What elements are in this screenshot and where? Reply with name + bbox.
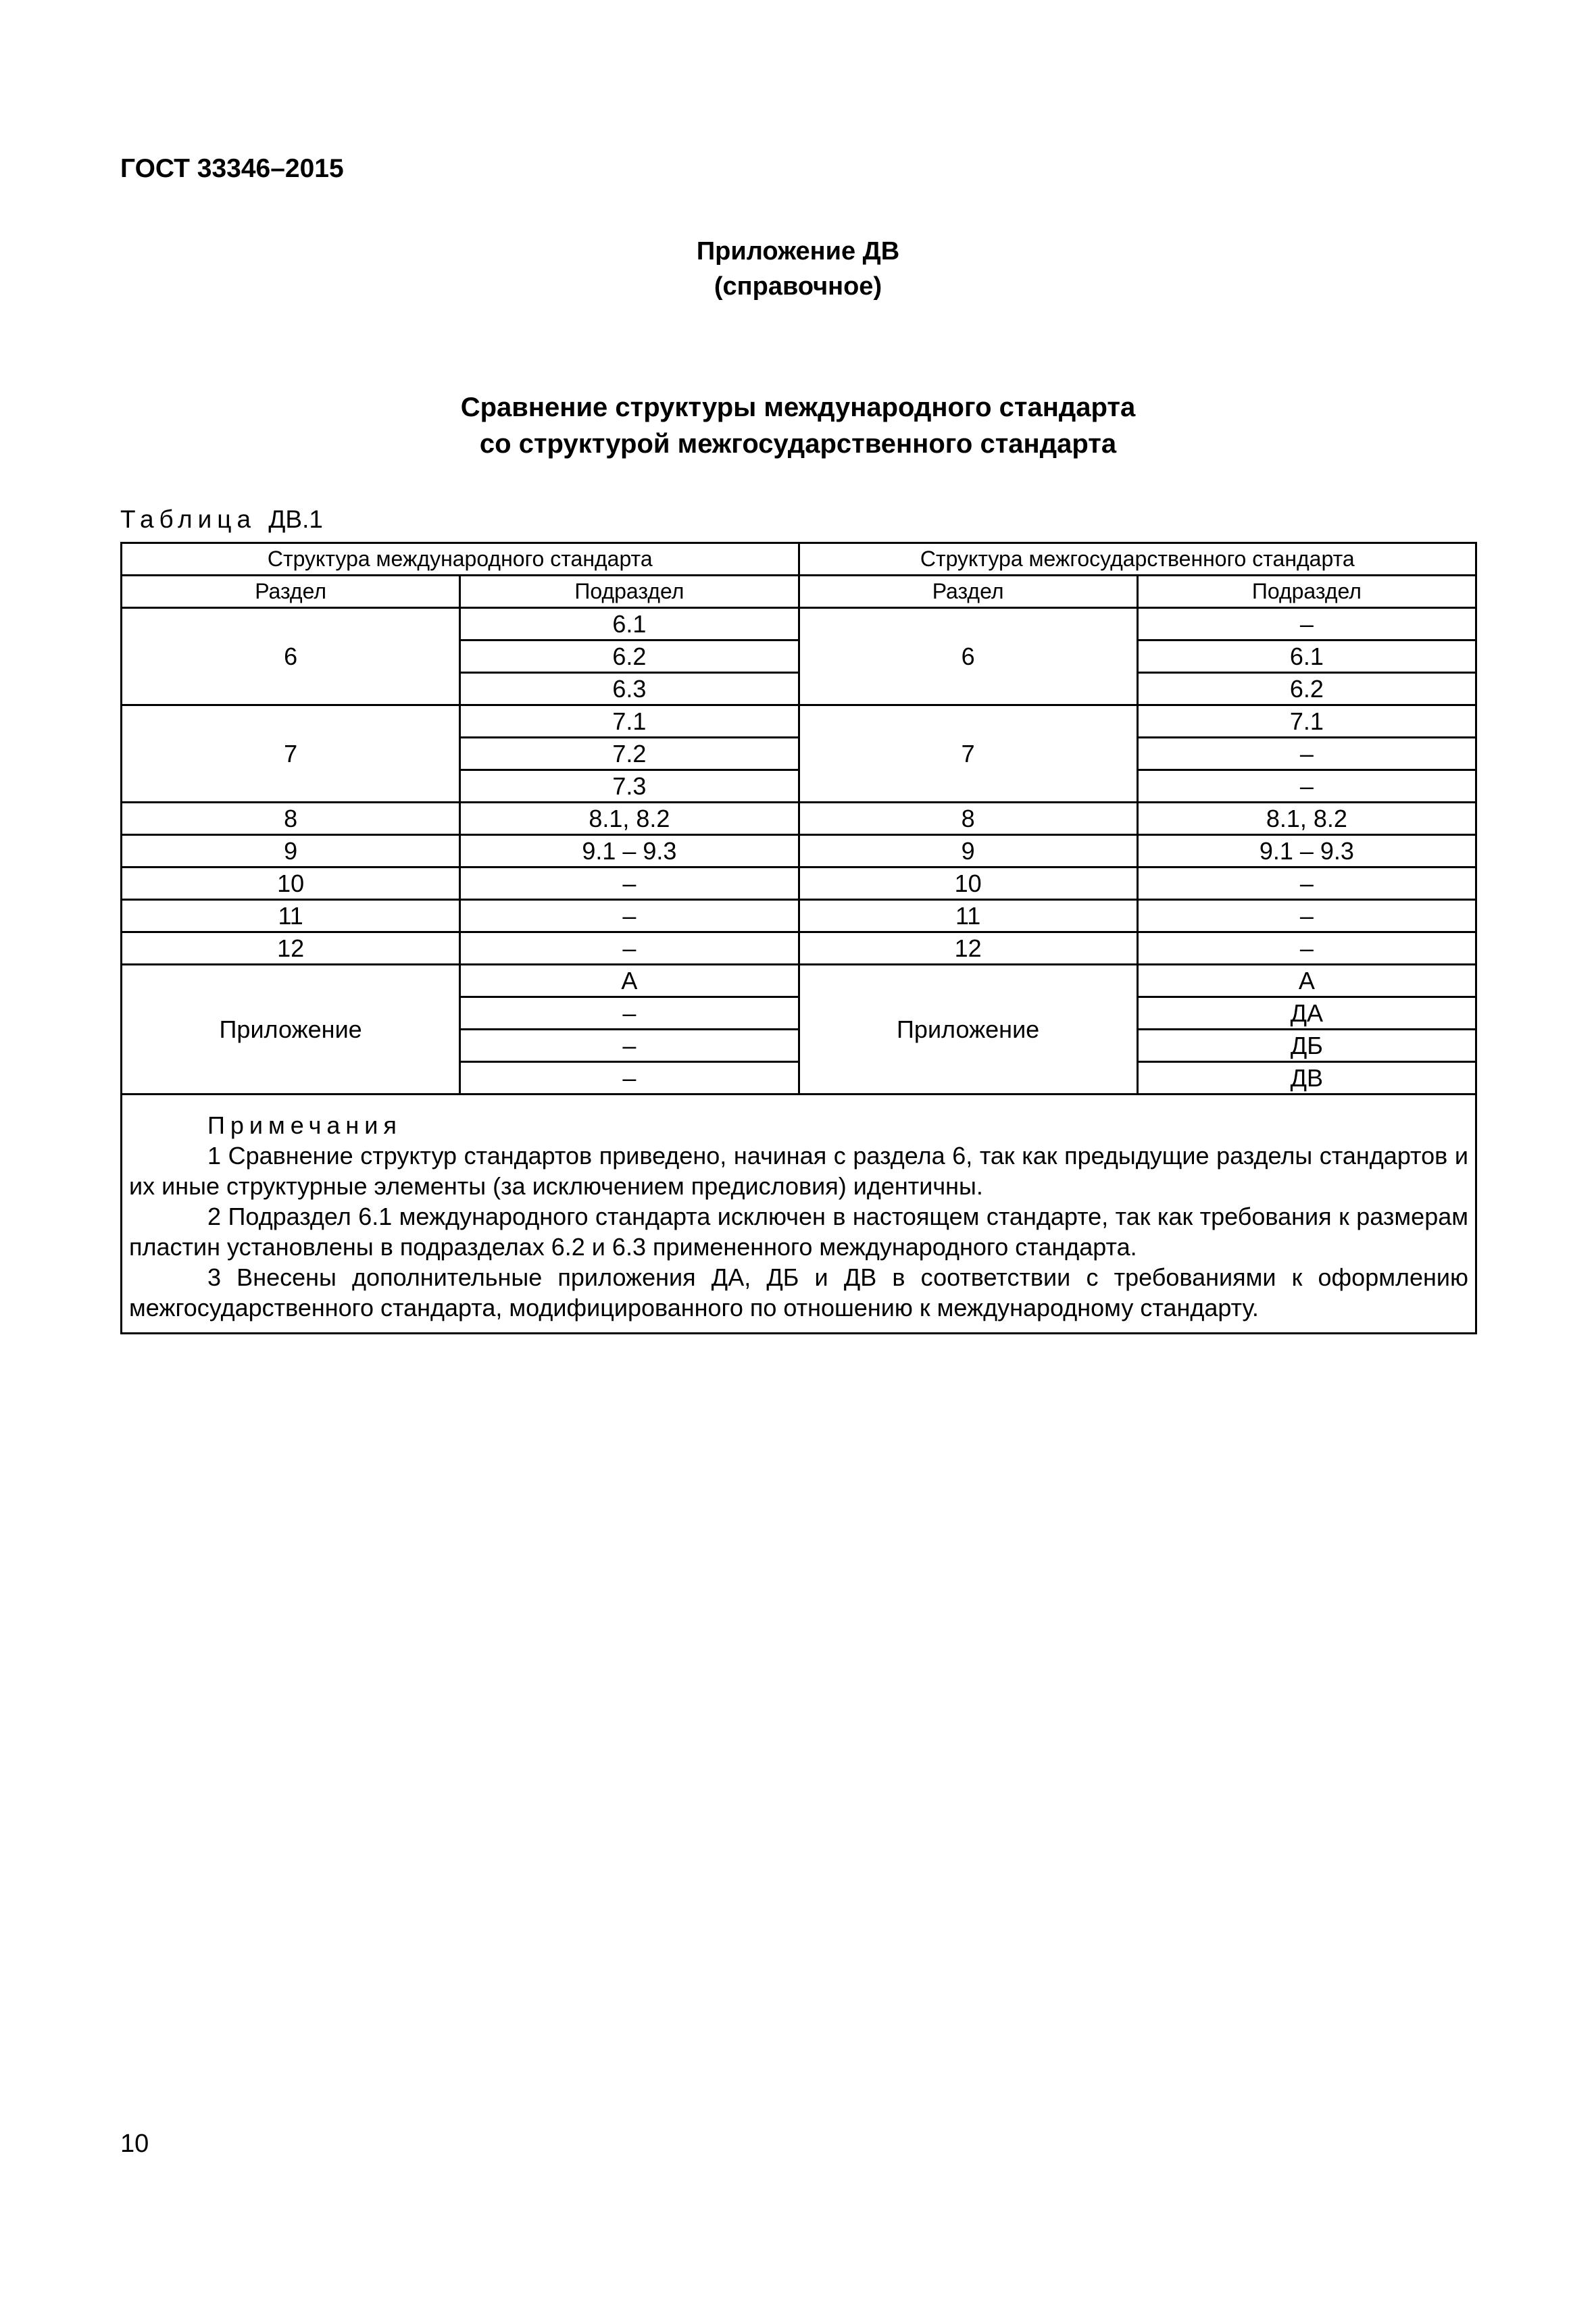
table-caption-word: Таблица [120,505,257,533]
intl-subsection-cell: 6.1 [460,608,799,640]
gost-structure-header: Структура межгосударственного стандарта [799,543,1476,576]
intl-subsection-cell: – [460,1030,799,1062]
table-row [122,867,1476,900]
table-group-header-row [122,543,1476,576]
gost-subsection-cell: – [1137,900,1476,932]
gost-subsection-cell: А [1137,965,1476,997]
gost-subsection-cell: – [1137,608,1476,640]
intl-section-cell: Приложение [122,965,460,1095]
intl-section-cell: 8 [122,803,460,835]
table-column-header-row [122,576,1476,608]
gost-section-cell: 7 [799,705,1137,803]
document-code: ГОСТ 33346–2015 [120,154,344,183]
gost-section-header: Раздел [799,576,1137,608]
intl-subsection-cell: 6.2 [460,640,799,673]
intl-section-cell: 11 [122,900,460,932]
gost-subsection-cell: 7.1 [1137,705,1476,738]
intl-subsection-cell: – [460,997,799,1030]
gost-section-cell: 12 [799,932,1137,965]
gost-section-cell: Приложение [799,965,1137,1095]
intl-subsection-cell: 8.1, 8.2 [460,803,799,835]
section-title-line-2: со структурой межгосударственного стандарта [479,429,1117,459]
gost-subsection-cell: – [1137,770,1476,803]
section-title [0,389,1596,462]
intl-section-cell: 7 [122,705,460,803]
table-caption [120,505,323,534]
page-number: 10 [120,2130,149,2158]
note-1: 1 Сравнение структур стандартов приведено, начиная с раздела 6, так как предыдущие разделы стандартов и их иные структурные элементы (за исключением предисловия) идентичны. [129,1142,1468,1200]
gost-section-cell: 9 [799,835,1137,867]
gost-subsection-cell: – [1137,867,1476,900]
intl-subsection-cell: – [460,900,799,932]
gost-subsection-cell: ДА [1137,997,1476,1030]
gost-section-cell: 8 [799,803,1137,835]
intl-section-header: Раздел [122,576,460,608]
note-3: 3 Внесены дополнительные приложения ДА, ДБ и ДВ в соответствии с требованиями к оформлению межгосударственного стандарта, модифицированного по отношению к международному стандарту. [129,1263,1468,1322]
table-row [122,932,1476,965]
gost-section-cell: 6 [799,608,1137,705]
structure-comparison-table [120,542,1477,1334]
intl-section-cell: 6 [122,608,460,705]
table-row [122,835,1476,867]
gost-section-cell: 10 [799,867,1137,900]
gost-subsection-cell: 6.2 [1137,673,1476,705]
intl-section-cell: 9 [122,835,460,867]
gost-subsection-cell: – [1137,932,1476,965]
notes-cell [122,1095,1476,1334]
intl-subsection-cell: 7.1 [460,705,799,738]
intl-subsection-cell: 7.2 [460,738,799,770]
intl-section-cell: 12 [122,932,460,965]
gost-subsection-cell: 8.1, 8.2 [1137,803,1476,835]
note-2: 2 Подраздел 6.1 международного стандарта исключен в настоящем стандарте, так как требования к размерам пластин установлены в подразделах 6.2 и 6.3 примененного международного стандарта. [129,1203,1468,1261]
gost-subsection-cell: – [1137,738,1476,770]
intl-subsection-cell: 9.1 – 9.3 [460,835,799,867]
table-row [122,900,1476,932]
intl-structure-header: Структура международного стандарта [122,543,799,576]
notes-title: Примечания [207,1111,402,1139]
intl-subsection-cell: А [460,965,799,997]
table-row [122,803,1476,835]
section-title-line-1: Сравнение структуры международного стандарта [460,393,1136,422]
table-row [122,965,1476,997]
intl-subsection-cell: – [460,867,799,900]
table-caption-number: ДВ.1 [268,505,323,533]
appendix-heading [0,234,1596,304]
table-row [122,608,1476,640]
gost-subsection-cell: ДВ [1137,1062,1476,1095]
intl-subsection-cell: 6.3 [460,673,799,705]
gost-subsection-header: Подраздел [1137,576,1476,608]
intl-subsection-header: Подраздел [460,576,799,608]
intl-subsection-cell: 7.3 [460,770,799,803]
gost-subsection-cell: 9.1 – 9.3 [1137,835,1476,867]
appendix-kind: (справочное) [714,272,882,301]
intl-section-cell: 10 [122,867,460,900]
gost-subsection-cell: ДБ [1137,1030,1476,1062]
gost-section-cell: 11 [799,900,1137,932]
intl-subsection-cell: – [460,1062,799,1095]
gost-subsection-cell: 6.1 [1137,640,1476,673]
appendix-title: Приложение ДВ [696,237,900,266]
notes-row [122,1095,1476,1334]
table-row [122,705,1476,738]
intl-subsection-cell: – [460,932,799,965]
